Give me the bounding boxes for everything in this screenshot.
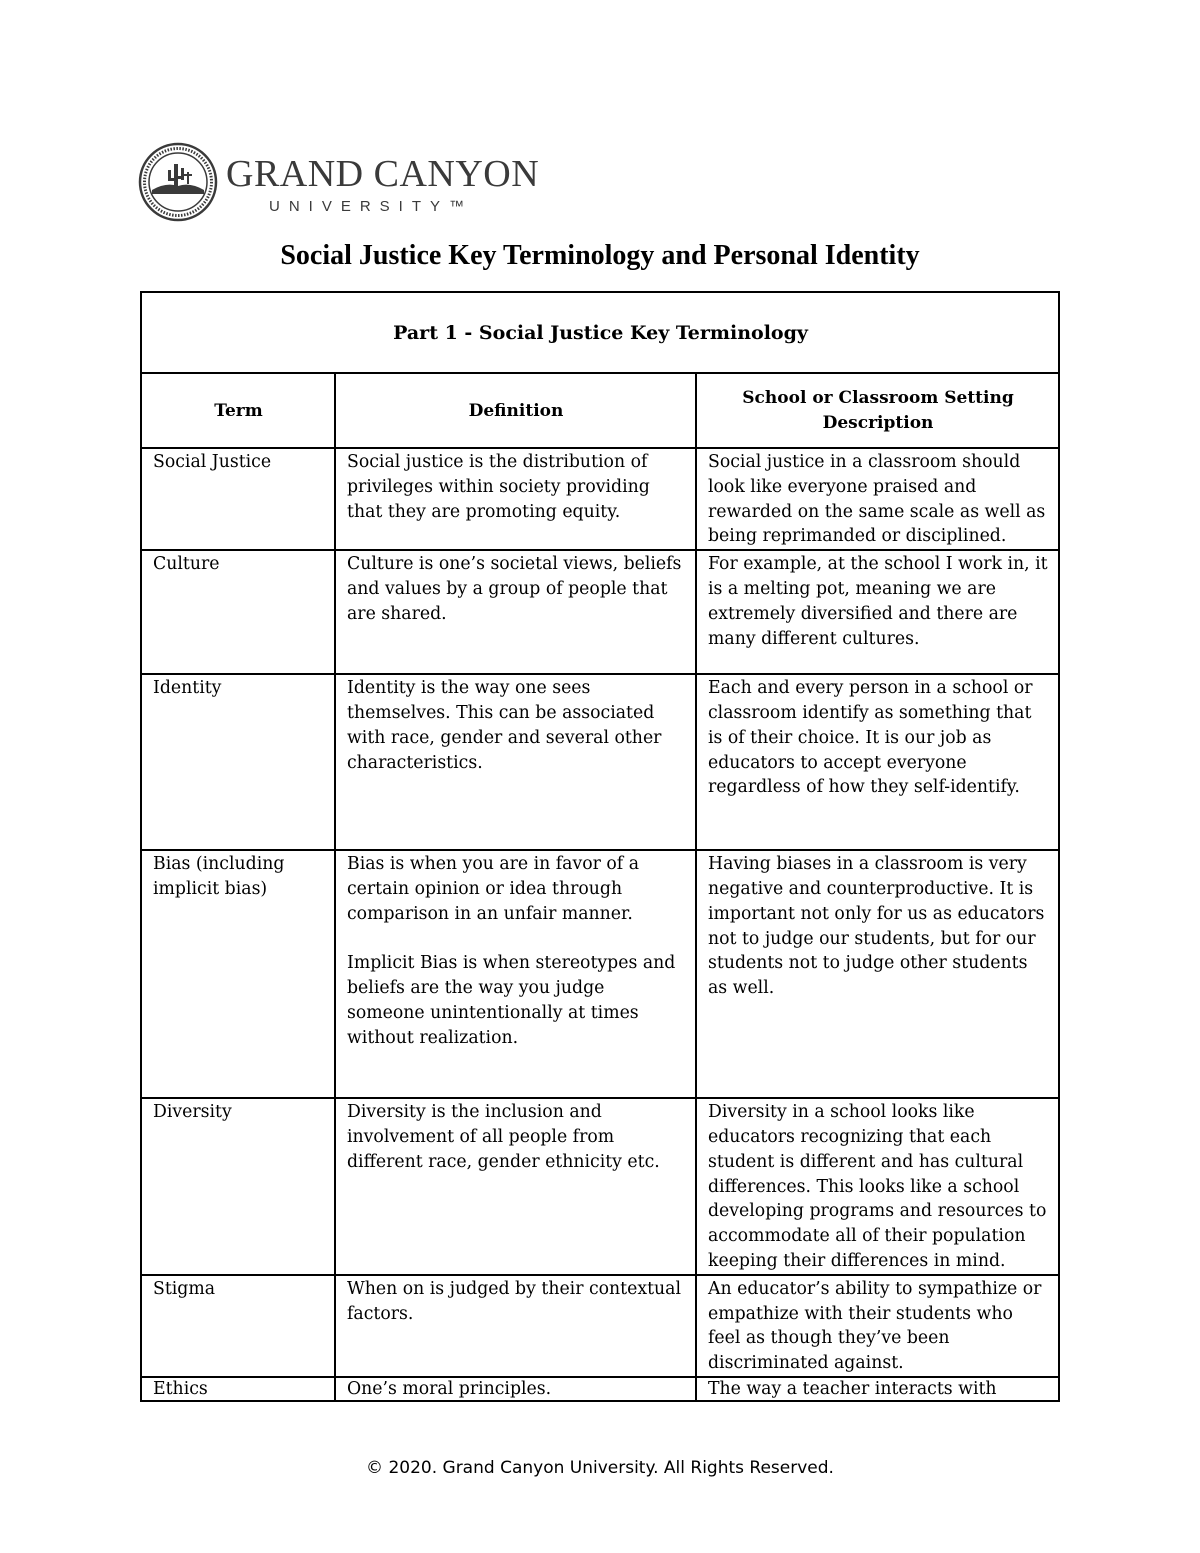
term-cell: Bias (including implicit bias) — [141, 850, 335, 1098]
setting-cell: For example, at the school I work in, it is a melting pot, meaning we are extremely diversified and there are many different cultures. — [696, 550, 1059, 674]
term-cell: Identity — [141, 674, 335, 850]
term-cell: Diversity — [141, 1098, 335, 1275]
part-title: Part 1 - Social Justice Key Terminology — [141, 292, 1059, 373]
part-title-row — [141, 292, 1059, 373]
university-name: GRAND CANYON — [226, 153, 540, 195]
term-cell: Stigma — [141, 1275, 335, 1377]
setting-cell: Social justice in a classroom should look like everyone praised and rewarded on the same scale as well as being reprimanded or disciplined. — [696, 448, 1059, 550]
copyright-footer: © 2020. Grand Canyon University. All Rights Reserved. — [366, 1458, 834, 1478]
table-row — [141, 1275, 1059, 1377]
header-row — [141, 373, 1059, 448]
setting-cell: Each and every person in a school or classroom identify as something that is of their choice. It is our job as educators to accept everyone regardless of how they self-identify. — [696, 674, 1059, 850]
definition-cell — [335, 850, 696, 1098]
table-row — [141, 550, 1059, 674]
table-row — [141, 448, 1059, 550]
gcu-logo — [138, 140, 540, 220]
setting-cell: An educator’s ability to sympathize or empathize with their students who feel as though they’ve been discriminated against. — [696, 1275, 1059, 1377]
header-setting: School or Classroom Setting Description — [696, 373, 1059, 448]
university-subname: UNIVERSITY™ — [269, 198, 474, 215]
terminology-table — [140, 291, 1060, 1402]
document-title: Social Justice Key Terminology and Personal Identity — [280, 240, 920, 271]
table-row — [141, 1098, 1059, 1275]
definition-cell: When on is judged by their contextual factors. — [335, 1275, 696, 1377]
term-cell: Culture — [141, 550, 335, 674]
definition-cell: Culture is one’s societal views, beliefs and values by a group of people that are shared. — [335, 550, 696, 674]
table-row — [141, 1377, 1059, 1401]
term-cell: Ethics — [141, 1377, 335, 1401]
header-term: Term — [141, 373, 335, 448]
definition-cell: Social justice is the distribution of privileges within society providing that they are promoting equity. — [335, 448, 696, 550]
definition-paragraph: Bias is when you are in favor of a certain opinion or idea through comparison in an unfair manner. — [347, 854, 639, 924]
definition-cell: Diversity is the inclusion and involvement of all people from different race, gender ethnicity etc. — [335, 1098, 696, 1275]
university-seal-icon — [138, 142, 218, 222]
setting-cell: The way a teacher interacts with — [696, 1377, 1059, 1401]
definition-cell: Identity is the way one sees themselves. This can be associated with race, gender and several other characteristics. — [335, 674, 696, 850]
table-row — [141, 850, 1059, 1098]
definition-paragraph: Implicit Bias is when stereotypes and beliefs are the way you judge someone unintentionally at times without realization. — [347, 953, 676, 1048]
header-definition: Definition — [335, 373, 696, 448]
table-row — [141, 674, 1059, 850]
setting-cell: Having biases in a classroom is very negative and counterproductive. It is important not only for us as educators not to judge our students, but for our students not to judge other students as well. — [696, 850, 1059, 1098]
definition-cell: One’s moral principles. — [335, 1377, 696, 1401]
term-cell: Social Justice — [141, 448, 335, 550]
setting-cell: Diversity in a school looks like educators recognizing that each student is different and has cultural differences. This looks like a school developing programs and resources to accommodate all of their population keeping their differences in mind. — [696, 1098, 1059, 1275]
